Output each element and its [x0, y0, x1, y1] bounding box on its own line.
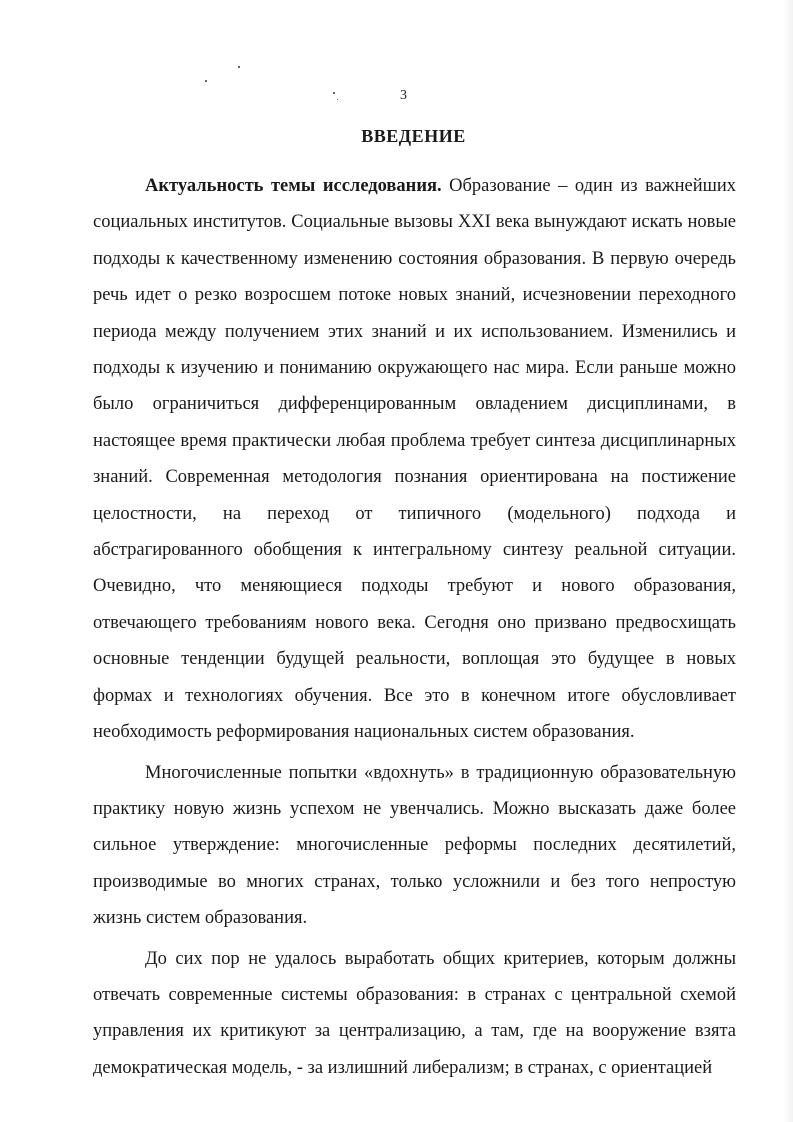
scan-edge-shadow	[783, 0, 793, 1122]
paragraph-text: До сих пор не удалось выработать общих критериев, которым должны отвечать современные системы образования: в странах с центральной схемой управления их критикуют за централизацию, а там, где на вооружение взята демократическая модель, - за излишний либерализм; в странах, с ориентацией	[93, 948, 736, 1078]
paragraph-relevance	[93, 168, 736, 751]
paragraph-lead: Актуальность темы исследования.	[145, 176, 442, 196]
section-heading: ВВЕДЕНИЕ	[361, 126, 466, 146]
scan-speck	[205, 80, 207, 82]
paragraph-criteria	[93, 941, 736, 1087]
paragraph-text: Многочисленные попытки «вдохнуть» в традиционную образовательную практику новую жизнь успехом не увенчались. Можно высказать даже более сильное утверждение: многочисленные реформы последних десятилетий, производимые во многих странах, только усложнили и без того непростую жизнь систем образования.	[93, 762, 736, 929]
scan-speck	[238, 66, 240, 68]
paragraph-reform-attempts	[93, 755, 736, 937]
paragraph-text: Образование – один из важнейших социальных институтов. Социальные вызовы XXI века вынуждают искать новые подходы к качественному изменению состояния образования. В первую очередь речь идет о резко возросшем потоке новых знаний, исчезновении переходного периода между получением этих знаний и их использованием. Изменились и подходы к изучению и пониманию окружающего нас мира. Если раньше можно было ограничиться дифференцированным овладением дисциплинами, в настоящее время практически любая проблема требует синтеза дисциплинарных знаний. Современная методология познания ориентирована на постижение целостности, на переход от типичного (модельного) подхода и абстрагированного обобщения к интегральному синтезу реальной ситуации. Очевидно, что меняющиеся подходы требуют и нового образования, отвечающего требованиям нового века. Сегодня оно призвано предвосхищать основные тенденции будущей реальности, воплощая это будущее в новых формах и технологиях обучения. Все это в конечном итоге обусловливает необходимость реформирования национальных систем образования.	[93, 176, 736, 743]
body-text	[93, 168, 736, 1086]
page-number: 3	[400, 88, 407, 103]
scan-speck	[333, 92, 335, 94]
scan-speck	[337, 99, 338, 100]
